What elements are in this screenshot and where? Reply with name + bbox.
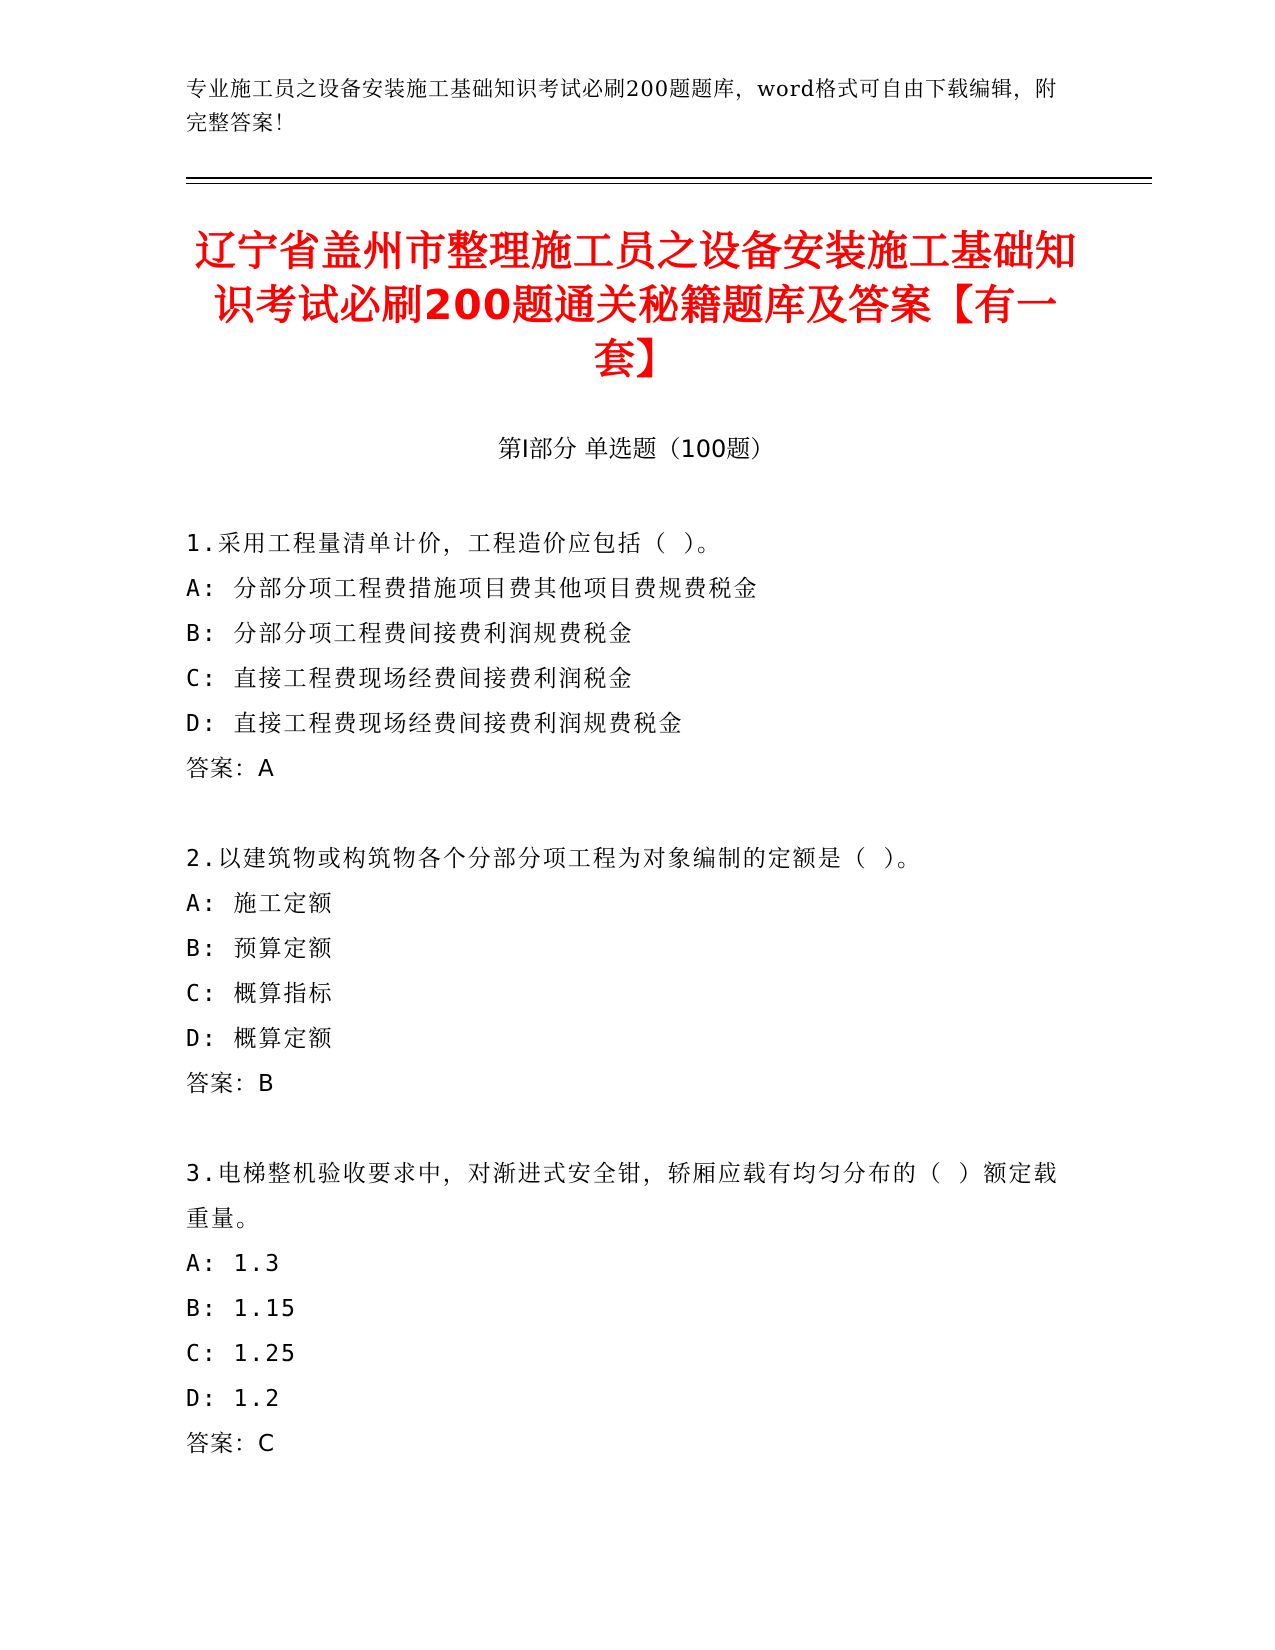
answer: 答案：C bbox=[186, 1431, 276, 1457]
option-b: B: 分部分项工程费间接费利润规费税金 bbox=[186, 621, 634, 647]
question-3 bbox=[186, 1152, 1066, 1467]
option-a: A: 1.3 bbox=[186, 1251, 282, 1277]
option-d: D: 直接工程费现场经费间接费利润规费税金 bbox=[186, 711, 684, 737]
document-title: 辽宁省盖州市整理施工员之设备安装施工基础知识考试必刷200题通关秘籍题库及答案【有一套】 bbox=[195, 227, 1077, 383]
header-divider-thin bbox=[186, 183, 1152, 184]
section-heading: 第Ⅰ部分 单选题（100题） bbox=[497, 435, 775, 463]
option-b: B: 1.15 bbox=[186, 1296, 297, 1322]
option-d: D: 1.2 bbox=[186, 1386, 282, 1412]
option-a: A: 施工定额 bbox=[186, 891, 334, 917]
answer: 答案：B bbox=[186, 1071, 275, 1097]
question-stem: 2.以建筑物或构筑物各个分部分项工程为对象编制的定额是（ ）。 bbox=[186, 846, 923, 872]
option-c: C: 概算指标 bbox=[186, 981, 334, 1007]
header-note: 专业施工员之设备安装施工基础知识考试必刷200题题库，word格式可自由下载编辑，附完整答案！ bbox=[186, 77, 1058, 135]
question-1 bbox=[186, 522, 1066, 792]
question-stem: 3.电梯整机验收要求中，对渐进式安全钳，轿厢应载有均匀分布的（ ）额定载重量。 bbox=[186, 1161, 1059, 1232]
header-divider-thick bbox=[186, 177, 1152, 179]
answer: 答案：A bbox=[186, 756, 275, 782]
option-d: D: 概算定额 bbox=[186, 1026, 334, 1052]
question-list bbox=[186, 522, 1066, 1512]
question-stem: 1.采用工程量清单计价，工程造价应包括（ ）。 bbox=[186, 531, 723, 557]
option-b: B: 预算定额 bbox=[186, 936, 334, 962]
option-c: C: 1.25 bbox=[186, 1341, 297, 1367]
option-c: C: 直接工程费现场经费间接费利润税金 bbox=[186, 666, 634, 692]
option-a: A: 分部分项工程费措施项目费其他项目费规费税金 bbox=[186, 576, 759, 602]
question-2 bbox=[186, 837, 1066, 1107]
